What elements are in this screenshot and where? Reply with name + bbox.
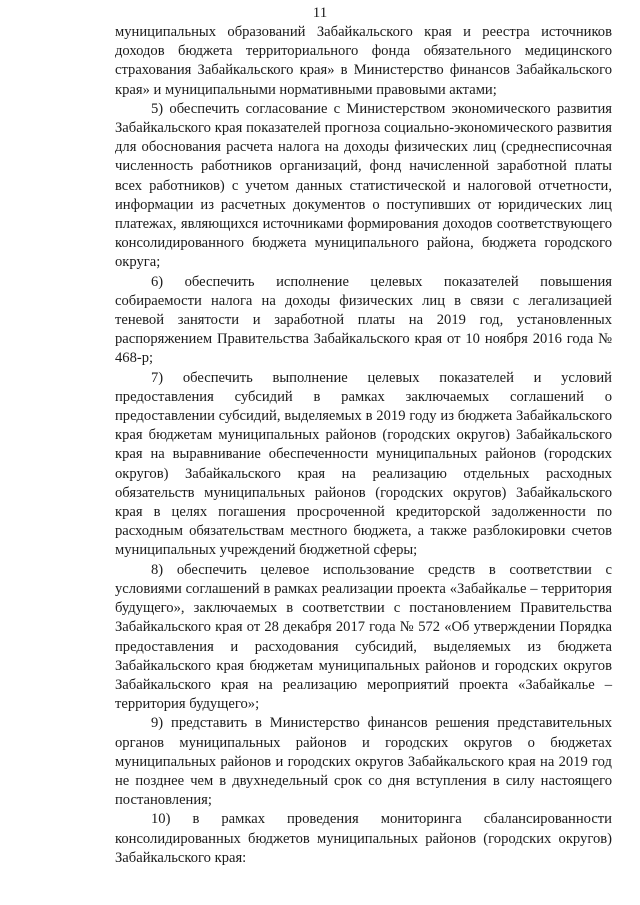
document-body [115,23,612,868]
paragraph-item-9: 9) представить в Министерство финансов решения представительных органов муниципальных районов и городских округов о бюджетах муниципальных районов и городских округов Забайкальского края на 2019 год не позднее чем в двухнедельный срок со дня вступления в силу настоящего постановления; [115,715,612,809]
paragraph-item-7: 7) обеспечить выполнение целевых показателей и условий предоставления субсидий в рамках заключаемых соглашений о предоставлении субсидий, выделяемых в 2019 году из бюджета Забайкальского края бюджетам муниципальных районов (городских округов) Забайкальского края на выравнивание обеспеченности муниципальных районов (городских округов) Забайкальского края на реализацию отдельных расходных обязательств муниципальных районов (городских округов) Забайкальского края в целях погашения просроченной кредиторской задолженности по расходным обязательствам местного бюджета, а также разблокировки счетов муниципальных учреждений бюджетной сферы; [115,369,612,559]
paragraph-item-5: 5) обеспечить согласование с Министерством экономического развития Забайкальского края показателей прогноза социально-экономического развития для обоснования расчета налога на доходы физических лиц (среднесписочная численность работников организаций, фонд начисленной заработной платы всех работников) с учетом данных статистической и налоговой отчетности, информации из расчетных документов о поступивших от юридических лиц платежах, являющихся источниками формирования доходов соответствующего консолидированного бюджета муниципального района, бюджета городского округа; [115,100,612,271]
paragraph-item-6: 6) обеспечить исполнение целевых показателей повышения собираемости налога на доходы физических лиц в связи с легализацией теневой занятости и заработной платы на 2019 год, установленных распоряжением Правительства Забайкальского края от 10 ноября 2016 года № 468-р; [115,273,612,367]
page-number: 11 [312,5,328,21]
paragraph-item-8: 8) обеспечить целевое использование средств в соответствии с условиями соглашений в рамках реализации проекта «Забайкалье – территория будущего», заключаемых в соответствии с постановлением Правительства Забайкальского края от 28 декабря 2017 года № 572 «Об утверждении Порядка предоставления и расходования субсидий, выделяемых из бюджета Забайкальского края бюджетам муниципальных районов и городских округов Забайкальского края на реализацию мероприятий проекта «Забайкалье – территория будущего»; [115,561,612,713]
paragraph-continuation: муниципальных образований Забайкальского края и реестра источников доходов бюджета территориального фонда обязательного медицинского страхования Забайкальского края» в Министерство финансов Забайкальского края» и муниципальными нормативными правовыми актами; [115,24,612,98]
paragraph-item-10: 10) в рамках проведения мониторинга сбалансированности консолидированных бюджетов муниципальных районов (городских округов) Забайкальского края: [115,811,612,866]
